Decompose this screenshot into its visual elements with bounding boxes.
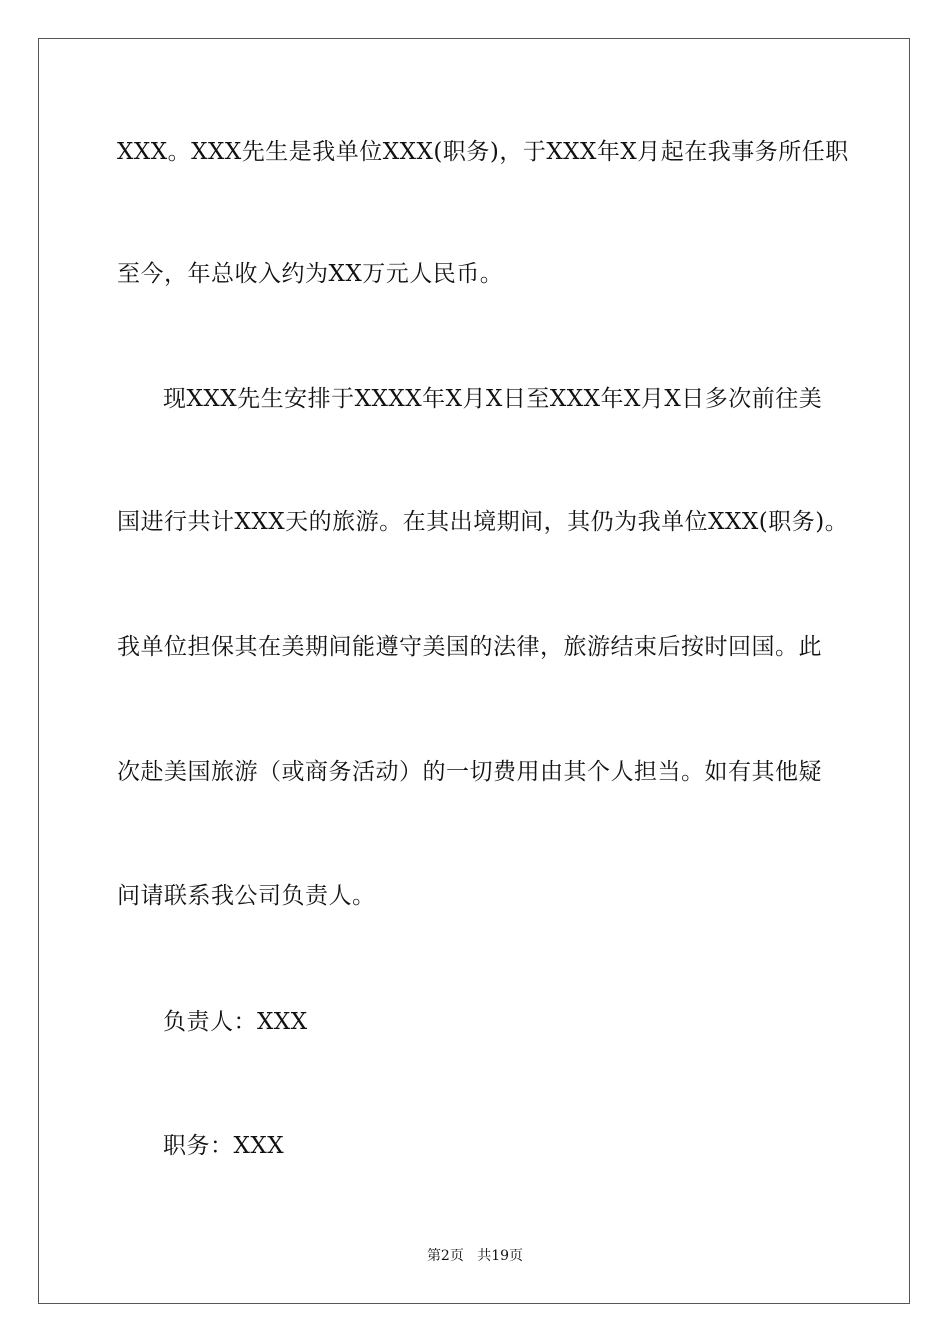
page-border — [38, 38, 910, 1304]
body-line-6: 次赴美国旅游（或商务活动）的一切费用由其个人担当。如有其他疑 — [117, 759, 822, 785]
page-number: 第2页 — [426, 1248, 464, 1264]
body-line-4: 国进行共计XXX天的旅游。在其出境期间，其仍为我单位XXX(职务)。 — [117, 509, 849, 535]
body-line-2: 至今，年总收入约为XX万元人民币。 — [117, 261, 504, 287]
body-line-3: 现XXX先生安排于XXXX年X月X日至XXX年X月X日多次前往美 — [163, 386, 823, 412]
position-line: 职务：XXX — [163, 1133, 285, 1159]
body-line-7: 问请联系我公司负责人。 — [117, 883, 376, 909]
signatory-line: 负责人：XXX — [163, 1009, 308, 1035]
page-footer — [0, 1246, 950, 1266]
page-total: 共19页 — [477, 1248, 524, 1264]
body-line-1: XXX。XXX先生是我单位XXX(职务)，于XXX年X月起在我事务所任职 — [117, 139, 849, 165]
body-line-5: 我单位担保其在美期间能遵守美国的法律，旅游结束后按时回国。此 — [117, 634, 822, 660]
